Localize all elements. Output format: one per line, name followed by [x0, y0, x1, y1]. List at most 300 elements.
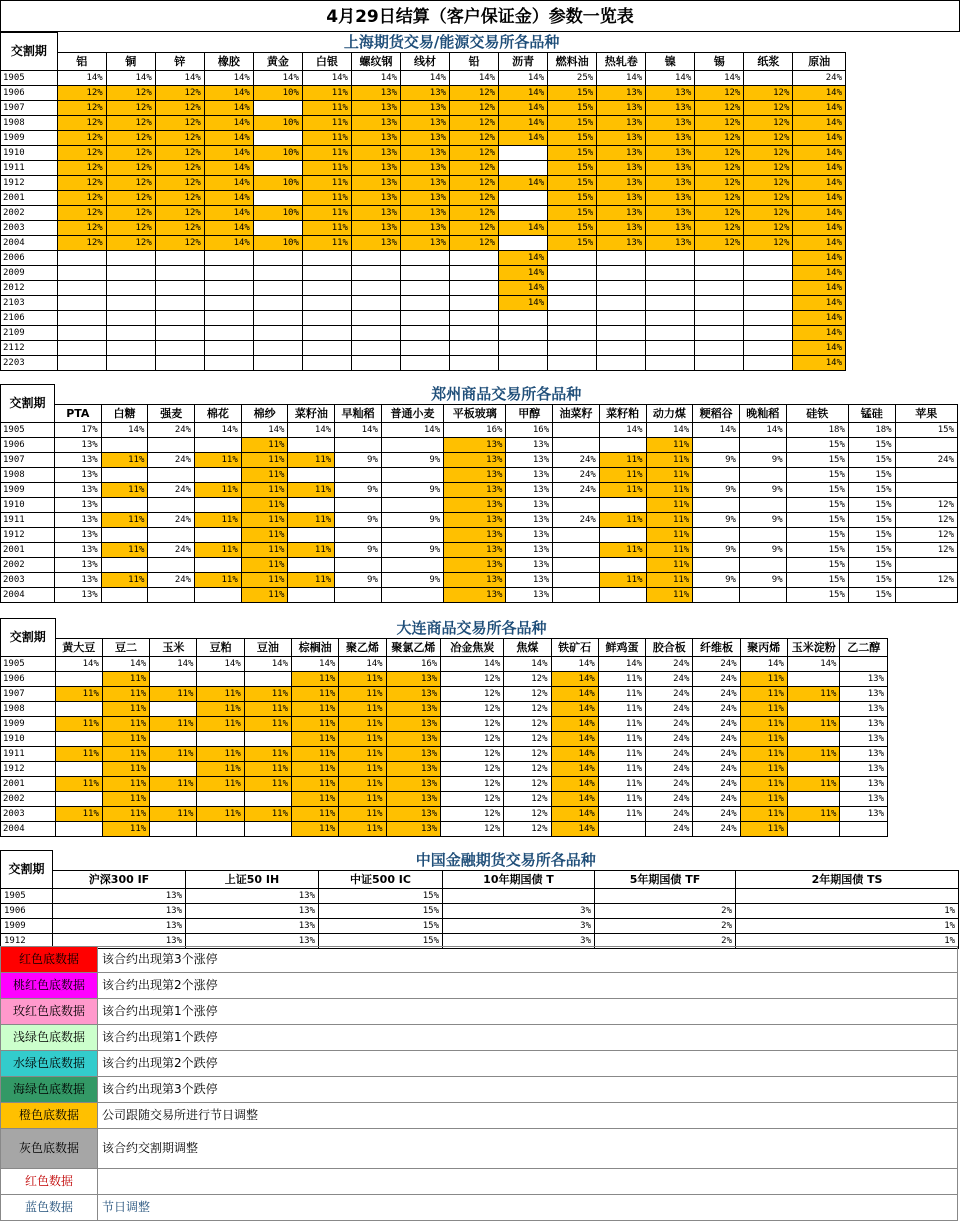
margin-cell: 13% [351, 161, 400, 176]
margin-cell [253, 221, 302, 236]
margin-cell: 13% [646, 86, 695, 101]
margin-cell: 24% [895, 453, 957, 468]
margin-cell: 12% [155, 236, 204, 251]
table-row [1, 919, 959, 934]
margin-cell: 12% [57, 221, 106, 236]
margin-cell: 13% [840, 777, 888, 792]
exchange-title: 大连商品交易所各品种 [55, 619, 887, 639]
margin-cell: 14% [204, 176, 253, 191]
margin-cell [351, 341, 400, 356]
margin-cell: 2% [595, 904, 736, 919]
margin-cell: 14% [204, 71, 253, 86]
margin-cell [57, 341, 106, 356]
product-header: 玉米淀粉 [787, 639, 840, 657]
margin-cell: 15% [548, 116, 597, 131]
margin-cell: 11% [646, 453, 693, 468]
margin-cell [288, 588, 335, 603]
margin-cell: 15% [548, 206, 597, 221]
margin-cell [57, 296, 106, 311]
margin-cell: 16% [386, 657, 441, 672]
margin-cell: 13% [351, 146, 400, 161]
margin-cell: 12% [504, 702, 551, 717]
margin-cell: 13% [186, 889, 319, 904]
product-header: 玉米 [150, 639, 197, 657]
margin-cell: 12% [450, 191, 499, 206]
margin-cell [101, 498, 148, 513]
margin-cell: 11% [244, 777, 291, 792]
margin-cell: 14% [155, 71, 204, 86]
margin-cell: 13% [351, 86, 400, 101]
margin-cell: 11% [787, 717, 840, 732]
margin-cell: 11% [244, 702, 291, 717]
margin-cell: 12% [106, 116, 155, 131]
margin-cell: 18% [848, 423, 895, 438]
color-legend [0, 946, 958, 1221]
delivery-period: 2003 [1, 807, 56, 822]
margin-cell: 15% [548, 86, 597, 101]
margin-cell: 12% [504, 687, 551, 702]
delivery-period: 1905 [1, 889, 53, 904]
margin-cell [401, 251, 450, 266]
margin-cell: 13% [506, 543, 553, 558]
margin-cell: 14% [204, 161, 253, 176]
margin-cell [148, 468, 195, 483]
margin-cell [381, 498, 443, 513]
margin-cell [548, 266, 597, 281]
margin-cell [548, 281, 597, 296]
delivery-period: 2001 [1, 777, 56, 792]
margin-cell: 10% [253, 176, 302, 191]
product-header: 胶合板 [646, 639, 693, 657]
margin-cell: 9% [381, 483, 443, 498]
margin-cell: 16% [444, 423, 506, 438]
margin-cell: 11% [150, 687, 197, 702]
delivery-period: 1905 [1, 657, 56, 672]
margin-cell [599, 588, 646, 603]
table-row [1, 904, 959, 919]
margin-cell [381, 558, 443, 573]
margin-cell: 11% [241, 588, 288, 603]
margin-cell: 13% [506, 498, 553, 513]
margin-cell: 14% [793, 206, 846, 221]
margin-cell [204, 311, 253, 326]
margin-cell [443, 889, 595, 904]
margin-cell: 12% [57, 206, 106, 221]
table-row [1, 161, 846, 176]
margin-cell [335, 528, 382, 543]
margin-cell: 14% [204, 191, 253, 206]
margin-cell: 11% [646, 498, 693, 513]
margin-cell: 14% [551, 732, 598, 747]
margin-cell: 11% [302, 131, 351, 146]
margin-cell: 12% [744, 176, 793, 191]
margin-cell: 11% [195, 453, 242, 468]
margin-cell: 11% [302, 116, 351, 131]
margin-cell: 12% [441, 687, 504, 702]
margin-cell: 11% [339, 732, 386, 747]
margin-cell: 13% [646, 146, 695, 161]
margin-cell [599, 498, 646, 513]
margin-cell: 13% [597, 131, 646, 146]
margin-cell [204, 341, 253, 356]
margin-cell: 14% [793, 311, 846, 326]
margin-cell [335, 498, 382, 513]
margin-cell: 9% [739, 543, 786, 558]
margin-cell [450, 296, 499, 311]
margin-cell: 12% [895, 528, 957, 543]
margin-cell: 13% [506, 558, 553, 573]
margin-cell [693, 498, 740, 513]
margin-cell [499, 206, 548, 221]
margin-cell: 15% [786, 438, 848, 453]
margin-cell: 12% [106, 206, 155, 221]
margin-cell [597, 341, 646, 356]
legend-row [1, 947, 958, 973]
margin-cell: 14% [499, 281, 548, 296]
product-header: 螺纹钢 [351, 53, 400, 71]
margin-cell [548, 326, 597, 341]
margin-cell [197, 792, 244, 807]
margin-cell: 3% [443, 934, 595, 949]
margin-cell: 11% [101, 513, 148, 528]
margin-cell [646, 326, 695, 341]
margin-cell: 24% [693, 777, 740, 792]
margin-cell: 11% [197, 687, 244, 702]
margin-cell: 16% [506, 423, 553, 438]
margin-cell: 12% [57, 191, 106, 206]
margin-cell: 11% [339, 687, 386, 702]
margin-cell: 9% [335, 543, 382, 558]
margin-cell: 11% [292, 732, 339, 747]
margin-cell: 11% [244, 747, 291, 762]
margin-cell: 13% [506, 483, 553, 498]
product-header: 铁矿石 [551, 639, 598, 657]
margin-cell: 13% [386, 672, 441, 687]
margin-cell: 9% [381, 513, 443, 528]
margin-cell: 13% [401, 206, 450, 221]
margin-cell: 11% [150, 717, 197, 732]
legend-swatch: 灰色底数据 [1, 1129, 98, 1169]
margin-cell [695, 296, 744, 311]
delivery-period: 1909 [1, 919, 53, 934]
margin-cell: 12% [450, 131, 499, 146]
margin-cell: 14% [551, 747, 598, 762]
margin-cell: 13% [54, 513, 101, 528]
margin-cell: 13% [401, 161, 450, 176]
margin-cell: 12% [441, 777, 504, 792]
margin-cell: 12% [450, 146, 499, 161]
margin-cell: 11% [101, 483, 148, 498]
legend-row [1, 999, 958, 1025]
margin-cell: 13% [597, 221, 646, 236]
margin-cell: 13% [401, 86, 450, 101]
margin-cell: 24% [646, 807, 693, 822]
margin-cell: 11% [241, 483, 288, 498]
margin-cell [302, 296, 351, 311]
margin-cell [302, 326, 351, 341]
margin-cell: 13% [351, 131, 400, 146]
margin-cell: 12% [441, 822, 504, 837]
product-header: 黄大豆 [55, 639, 102, 657]
margin-cell [57, 356, 106, 371]
margin-cell: 13% [444, 558, 506, 573]
margin-cell [150, 762, 197, 777]
delivery-period: 2002 [1, 206, 58, 221]
margin-cell [401, 296, 450, 311]
margin-cell [695, 326, 744, 341]
margin-cell: 13% [444, 573, 506, 588]
margin-cell: 12% [106, 191, 155, 206]
margin-cell [646, 296, 695, 311]
product-header: 线材 [401, 53, 450, 71]
table-row [1, 573, 958, 588]
table-row [1, 558, 958, 573]
margin-cell: 14% [499, 131, 548, 146]
margin-cell: 9% [739, 483, 786, 498]
margin-cell: 12% [106, 176, 155, 191]
margin-cell: 11% [241, 573, 288, 588]
margin-cell [646, 341, 695, 356]
product-header: 菜籽粕 [599, 405, 646, 423]
margin-cell [548, 296, 597, 311]
margin-cell: 11% [339, 702, 386, 717]
legend-row [1, 1169, 958, 1195]
margin-cell: 12% [695, 86, 744, 101]
margin-cell [204, 296, 253, 311]
margin-cell: 11% [292, 672, 339, 687]
product-header: 聚乙烯 [339, 639, 386, 657]
margin-cell: 14% [551, 687, 598, 702]
margin-cell: 14% [793, 176, 846, 191]
delivery-period: 1912 [1, 176, 58, 191]
margin-cell: 14% [197, 657, 244, 672]
margin-cell: 11% [241, 543, 288, 558]
margin-cell [288, 498, 335, 513]
margin-cell: 24% [148, 423, 195, 438]
margin-cell: 13% [54, 438, 101, 453]
margin-cell: 14% [793, 281, 846, 296]
margin-cell [155, 341, 204, 356]
margin-cell: 13% [351, 221, 400, 236]
margin-cell: 14% [204, 131, 253, 146]
margin-cell: 11% [241, 453, 288, 468]
margin-cell [57, 251, 106, 266]
margin-cell: 14% [253, 71, 302, 86]
table-row [1, 281, 846, 296]
margin-cell: 13% [401, 221, 450, 236]
margin-cell: 2% [595, 934, 736, 949]
delivery-period: 2109 [1, 326, 58, 341]
margin-cell: 15% [548, 161, 597, 176]
delivery-period: 2009 [1, 266, 58, 281]
margin-cell [787, 792, 840, 807]
margin-cell: 11% [598, 672, 645, 687]
product-header: 平板玻璃 [444, 405, 506, 423]
table-row [1, 356, 846, 371]
margin-cell: 13% [401, 146, 450, 161]
margin-cell: 11% [646, 438, 693, 453]
margin-cell: 11% [787, 807, 840, 822]
margin-cell: 2% [595, 919, 736, 934]
margin-cell [450, 341, 499, 356]
delivery-period: 1906 [1, 672, 56, 687]
product-header: 乙二醇 [840, 639, 888, 657]
product-header: 黄金 [253, 53, 302, 71]
margin-cell [553, 558, 600, 573]
margin-cell [381, 588, 443, 603]
margin-cell: 13% [386, 717, 441, 732]
margin-cell [695, 356, 744, 371]
margin-cell [253, 356, 302, 371]
delivery-period: 1908 [1, 702, 56, 717]
margin-cell: 15% [786, 543, 848, 558]
margin-cell [106, 251, 155, 266]
table-row [1, 86, 846, 101]
margin-cell [381, 468, 443, 483]
margin-cell: 11% [288, 543, 335, 558]
margin-cell [553, 498, 600, 513]
margin-cell: 15% [895, 423, 957, 438]
margin-cell: 13% [444, 453, 506, 468]
margin-cell: 11% [740, 747, 787, 762]
margin-cell [744, 311, 793, 326]
margin-cell: 11% [55, 747, 102, 762]
margin-cell: 9% [335, 483, 382, 498]
margin-cell: 14% [793, 161, 846, 176]
margin-cell [302, 266, 351, 281]
table-row [1, 687, 888, 702]
table-row [1, 146, 846, 161]
margin-cell: 12% [695, 146, 744, 161]
margin-cell: 11% [292, 792, 339, 807]
margin-cell [244, 672, 291, 687]
margin-cell: 24% [646, 732, 693, 747]
margin-cell: 14% [793, 86, 846, 101]
margin-cell [646, 266, 695, 281]
margin-cell: 11% [599, 513, 646, 528]
margin-cell: 11% [195, 573, 242, 588]
margin-cell: 11% [150, 777, 197, 792]
product-header: 动力煤 [646, 405, 693, 423]
margin-cell [693, 528, 740, 543]
margin-cell: 12% [504, 732, 551, 747]
product-header: 上证50 IH [186, 871, 319, 889]
margin-cell: 11% [302, 221, 351, 236]
product-header: 铜 [106, 53, 155, 71]
table-row [1, 498, 958, 513]
legend-description: 该合约交割期调整 [98, 1129, 958, 1169]
margin-cell: 24% [793, 71, 846, 86]
margin-cell: 12% [441, 732, 504, 747]
table-row [1, 528, 958, 543]
margin-cell: 11% [302, 206, 351, 221]
margin-cell [695, 266, 744, 281]
margin-cell: 11% [292, 807, 339, 822]
margin-cell: 14% [551, 702, 598, 717]
margin-cell: 12% [695, 161, 744, 176]
margin-cell [787, 822, 840, 837]
margin-cell: 11% [102, 762, 149, 777]
margin-cell: 12% [695, 236, 744, 251]
margin-cell: 11% [197, 807, 244, 822]
margin-cell: 14% [102, 657, 149, 672]
margin-cell: 15% [848, 528, 895, 543]
margin-cell: 11% [339, 717, 386, 732]
margin-cell [595, 889, 736, 904]
margin-cell: 24% [646, 687, 693, 702]
margin-cell [695, 251, 744, 266]
margin-cell: 15% [548, 236, 597, 251]
margin-cell [548, 311, 597, 326]
margin-cell [55, 792, 102, 807]
margin-cell: 12% [57, 101, 106, 116]
margin-cell: 12% [155, 86, 204, 101]
margin-cell: 11% [599, 483, 646, 498]
margin-cell: 13% [53, 889, 186, 904]
margin-cell [693, 588, 740, 603]
margin-cell [695, 311, 744, 326]
margin-cell [155, 311, 204, 326]
margin-cell: 12% [441, 672, 504, 687]
margin-cell: 14% [401, 71, 450, 86]
margin-cell [646, 356, 695, 371]
margin-cell [553, 588, 600, 603]
margin-cell: 15% [786, 588, 848, 603]
margin-cell: 11% [740, 762, 787, 777]
margin-cell: 12% [106, 101, 155, 116]
margin-cell: 15% [786, 468, 848, 483]
legend-swatch: 红色数据 [1, 1169, 98, 1195]
margin-cell: 14% [204, 86, 253, 101]
margin-cell: 24% [148, 573, 195, 588]
margin-cell [335, 558, 382, 573]
legend-description: 节日调整 [98, 1195, 958, 1221]
margin-cell [499, 236, 548, 251]
margin-cell: 13% [401, 116, 450, 131]
margin-cell [553, 438, 600, 453]
margin-cell [148, 588, 195, 603]
margin-cell [739, 438, 786, 453]
margin-cell: 11% [197, 747, 244, 762]
margin-cell: 11% [599, 543, 646, 558]
margin-cell: 13% [444, 468, 506, 483]
exchange-title-row [1, 619, 888, 639]
margin-cell: 11% [646, 528, 693, 543]
margin-cell [401, 326, 450, 341]
margin-cell: 11% [102, 792, 149, 807]
margin-cell: 12% [744, 131, 793, 146]
margin-cell: 15% [786, 498, 848, 513]
margin-cell [150, 792, 197, 807]
margin-cell: 13% [401, 191, 450, 206]
legend-swatch: 玫红色底数据 [1, 999, 98, 1025]
delivery-period: 2004 [1, 588, 55, 603]
table-row [1, 792, 888, 807]
delivery-period: 1910 [1, 732, 56, 747]
margin-cell: 12% [450, 236, 499, 251]
margin-cell [739, 468, 786, 483]
margin-cell: 14% [204, 116, 253, 131]
margin-cell [895, 588, 957, 603]
product-header: 锡 [695, 53, 744, 71]
margin-cell: 9% [693, 483, 740, 498]
legend-description: 该合约出现第2个跌停 [98, 1051, 958, 1077]
table-row [1, 543, 958, 558]
margin-cell: 11% [292, 822, 339, 837]
margin-cell: 13% [646, 116, 695, 131]
margin-cell: 12% [57, 86, 106, 101]
margin-cell: 14% [241, 423, 288, 438]
